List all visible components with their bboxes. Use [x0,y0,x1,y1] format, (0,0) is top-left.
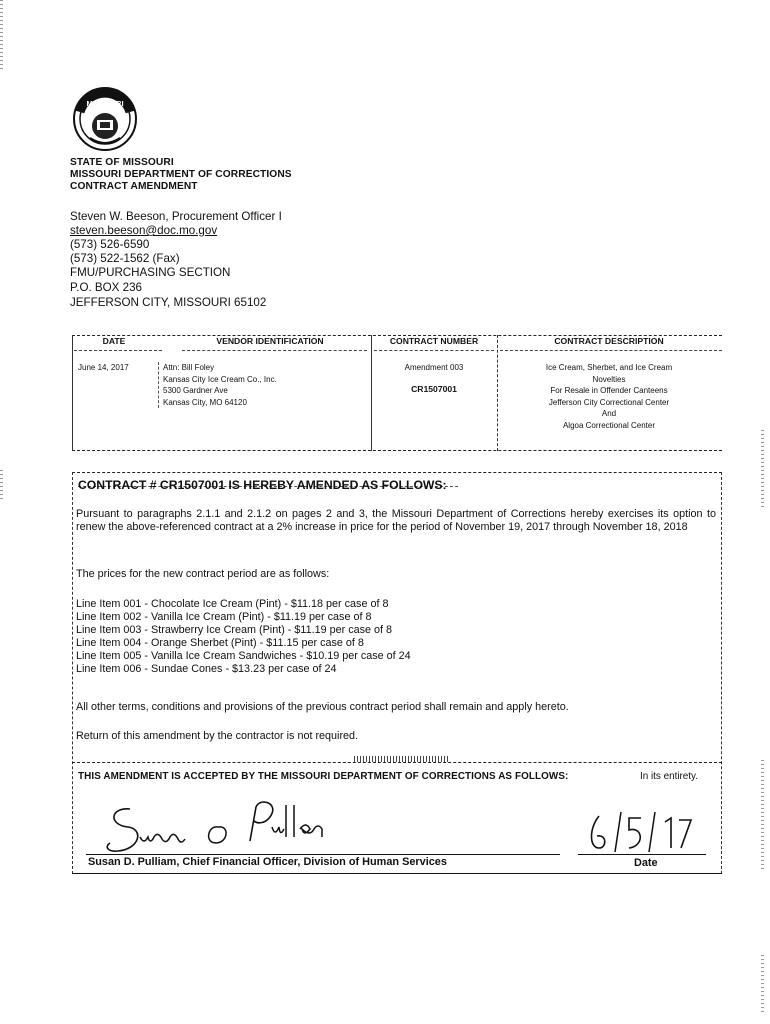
other-terms-paragraph: All other terms, conditions and provisions of the previous contract period shall remain and apply hereto. [76,701,569,713]
officer-phone: (573) 526-6590 [70,238,150,251]
header-underline-vendor [182,350,367,351]
date-line [578,854,706,855]
line-item: Line Item 005 - Vanilla Ice Cream Sandwiches - $10.19 per case of 24 [76,650,411,662]
column-header-date: DATE [102,336,126,346]
signature-line [86,854,560,855]
line-item: Line Item 006 - Sundae Cones - $13.23 per case of 24 [76,663,337,675]
header-underline-contract [374,350,494,351]
acceptance-divider [72,762,722,763]
divider-mark [354,756,450,762]
column-header-description: CONTRACT DESCRIPTION [554,336,664,346]
agency-department: MISSOURI DEPARTMENT OF CORRECTIONS [70,169,292,180]
vendor-street: 5300 Gardner Ave [163,386,228,395]
acceptance-statement: THIS AMENDMENT IS ACCEPTED BY THE MISSOURI DEPARTMENT OF CORRECTIONS AS FOLLOWS: [78,771,569,782]
column-header-contract-number: CONTRACT NUMBER [389,336,479,346]
vendor-block [158,362,277,408]
purchasing-section: FMU/PURCHASING SECTION [70,266,231,279]
handwritten-date [585,808,695,856]
agency-state: STATE OF MISSOURI [70,157,174,168]
amendment-left-border [72,472,73,874]
scan-edge-right-low [761,760,764,870]
vendor-company: Kansas City Ice Cream Co., Inc. [163,374,277,384]
contract-date: June 14, 2017 [78,363,129,372]
document-type: CONTRACT AMENDMENT [70,181,198,192]
city-state-zip: JEFFERSON CITY, MISSOURI 65102 [70,296,267,309]
procurement-officer: Steven W. Beeson, Procurement Officer I [70,210,282,223]
scan-edge-top [0,0,3,70]
description-line: For Resale in Offender Canteens [550,386,668,395]
table-bottom-border [72,450,722,451]
scan-edge-right-bottom [761,955,764,1015]
signer-name-title: Susan D. Pulliam, Chief Financial Officer, Division of Human Services [88,856,447,868]
date-label: Date [634,857,658,869]
renewal-paragraph: Pursuant to paragraphs 2.1.1 and 2.1.2 on pages 2 and 3, the Missouri Department of Corrections hereby exercises its option to renew the above-referenced contract at a 2% increase in price for the period of November 19, 2017 through November 18, 2018 [76,508,716,533]
description-line: Novelties [592,374,626,384]
description-line: Ice Cream, Sherbet, and Ice Cream [545,363,673,372]
contract-header-table [72,335,722,451]
contract-description [498,362,720,431]
header-underline-date [74,350,162,351]
po-box: P.O. BOX 236 [70,281,142,294]
officer-email-link[interactable]: steven.beeson@doc.mo.gov [70,224,218,237]
description-line: And [601,409,617,418]
scan-edge-right-mid [761,430,764,510]
amendment-top-border [72,472,722,473]
line-item: Line Item 002 - Vanilla Ice Cream (Pint) - $11.19 per case of 8 [76,611,372,623]
officer-fax: (573) 522-1562 (Fax) [70,252,180,265]
state-seal-icon [72,86,138,152]
table-left-border [72,335,73,451]
amendment-title: CONTRACT # CR1507001 IS HEREBY AMENDED AS FOLLOWS: [78,478,447,492]
seal-text: MISSOURI [86,99,124,108]
prices-intro: The prices for the new contract period are as follows: [76,568,330,580]
line-item: Line Item 003 - Strawberry Ice Cream (Pint) - $11.19 per case of 8 [76,624,393,636]
return-notice: Return of this amendment by the contractor is not required. [76,730,359,742]
amendment-right-border [721,472,722,874]
line-item: Line Item 004 - Orange Sherbet (Pint) - $11.15 per case of 8 [76,637,364,649]
vendor-city: Kansas City, MO 64120 [163,397,247,407]
vendor-attention: Attn: Bill Foley [163,363,215,372]
contract-number: CR1507001 [411,384,457,394]
column-header-vendor: VENDOR IDENTIFICATION [216,336,324,346]
line-item: Line Item 001 - Chocolate Ice Cream (Pint) - $11.18 per case of 8 [76,598,389,610]
description-line: Algoa Correctional Center [562,420,656,430]
description-line: Jefferson City Correctional Center [548,397,670,407]
header-underline-description [500,350,722,351]
handwritten-signature [100,797,360,857]
scan-edge-mid [0,470,3,500]
acceptance-extent: In its entirety. [640,771,698,782]
amendment-number: Amendment 003 [404,363,464,372]
amendment-bottom-border [72,873,722,874]
